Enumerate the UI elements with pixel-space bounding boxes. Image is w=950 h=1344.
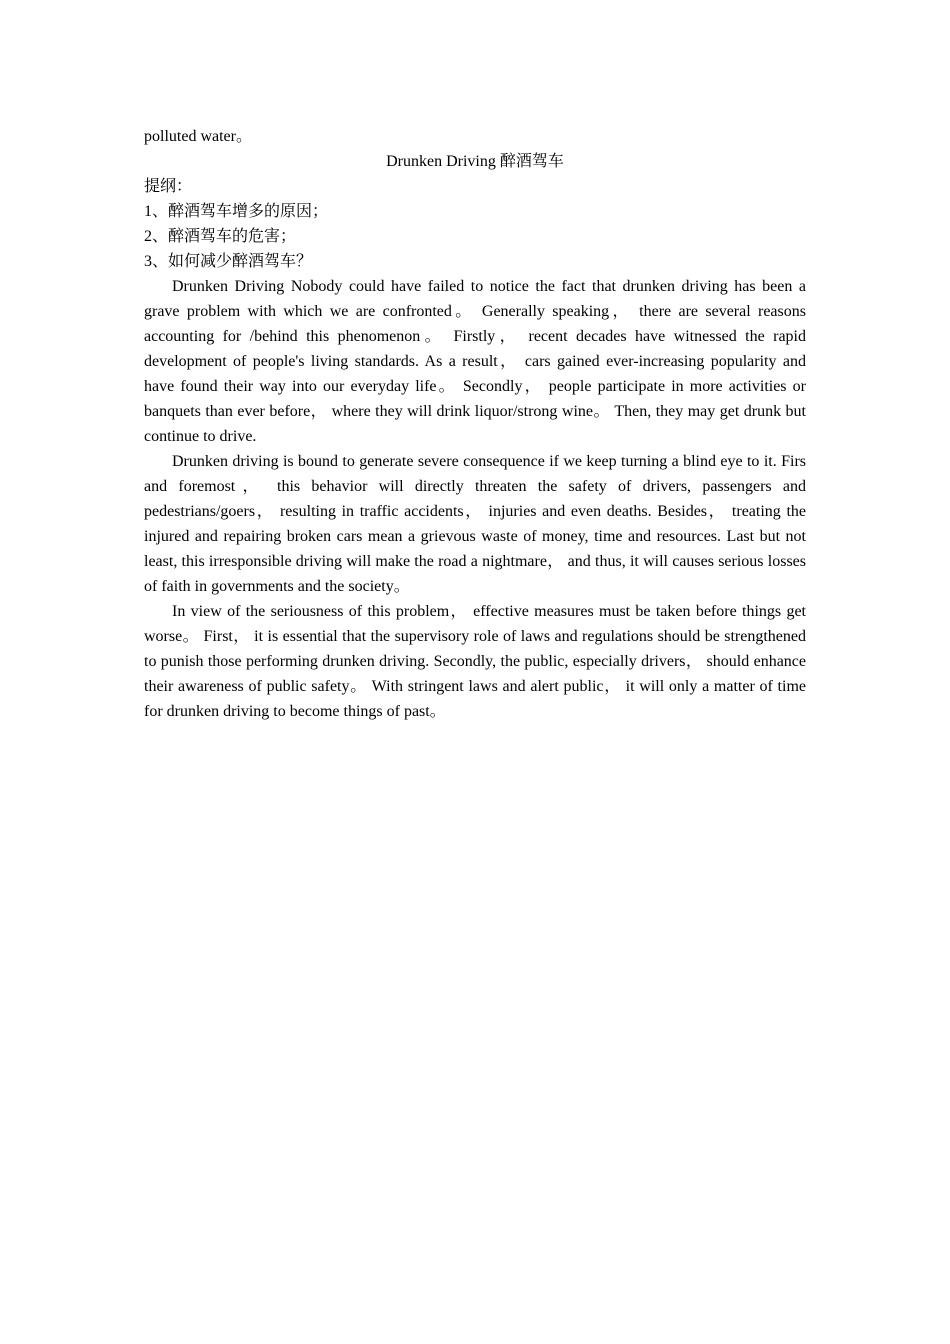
paragraph-causes: Drunken Driving Nobody could have failed to notice the fact that drunken driving has been a grave problem with which we are confronted。 Generally speaking， there are several reasons accounting for /behind this phenomenon。 Firstly， recent decades have witnessed the rapid development of people's living standards. As a result， cars gained ever-increasing popularity and have found their way into our everyday life。 Secondly， people participate in more activities or banquets than ever before， where they will drink liquor/strong wine。 Then, they may get drunk but continue to drive. — [144, 278, 806, 445]
paragraph-harms: Drunken driving is bound to generate severe consequence if we keep turning a blind eye to it. Firs and foremost， this behavior will directly threaten the safety of drivers, passengers and pedestrians/goers， resulting in traffic accidents， injuries and even deaths. Besides， treating the injured and repairing broken cars mean a grievous waste of money, time and resources. Last but not least, this irresponsible driving will make the road a nightmare， and thus, it will causes serious losses of faith in governments and the society。 — [144, 453, 807, 595]
carryover-text: polluted water。 — [144, 128, 252, 145]
outline-item-2: 2、醉酒驾车的危害； — [144, 228, 297, 245]
document-page — [144, 124, 806, 724]
outline-heading: 提纲： — [144, 178, 193, 195]
essay-title: Drunken Driving 醉酒驾车 — [386, 153, 564, 170]
outline-item-1: 1、醉酒驾车增多的原因； — [144, 203, 329, 220]
outline-item-3: 3、如何减少醉酒驾车？ — [144, 253, 313, 270]
paragraph-solutions: In view of the seriousness of this problem， effective measures must be taken before things get worse。 First， it is essential that the supervisory role of laws and regulations should be strengthened to punish those performing drunken driving. Secondly, the public, especially drivers， should enhance their awareness of public safety。 With stringent laws and alert public， it will only a matter of time for drunken driving to become things of past。 — [144, 603, 806, 720]
